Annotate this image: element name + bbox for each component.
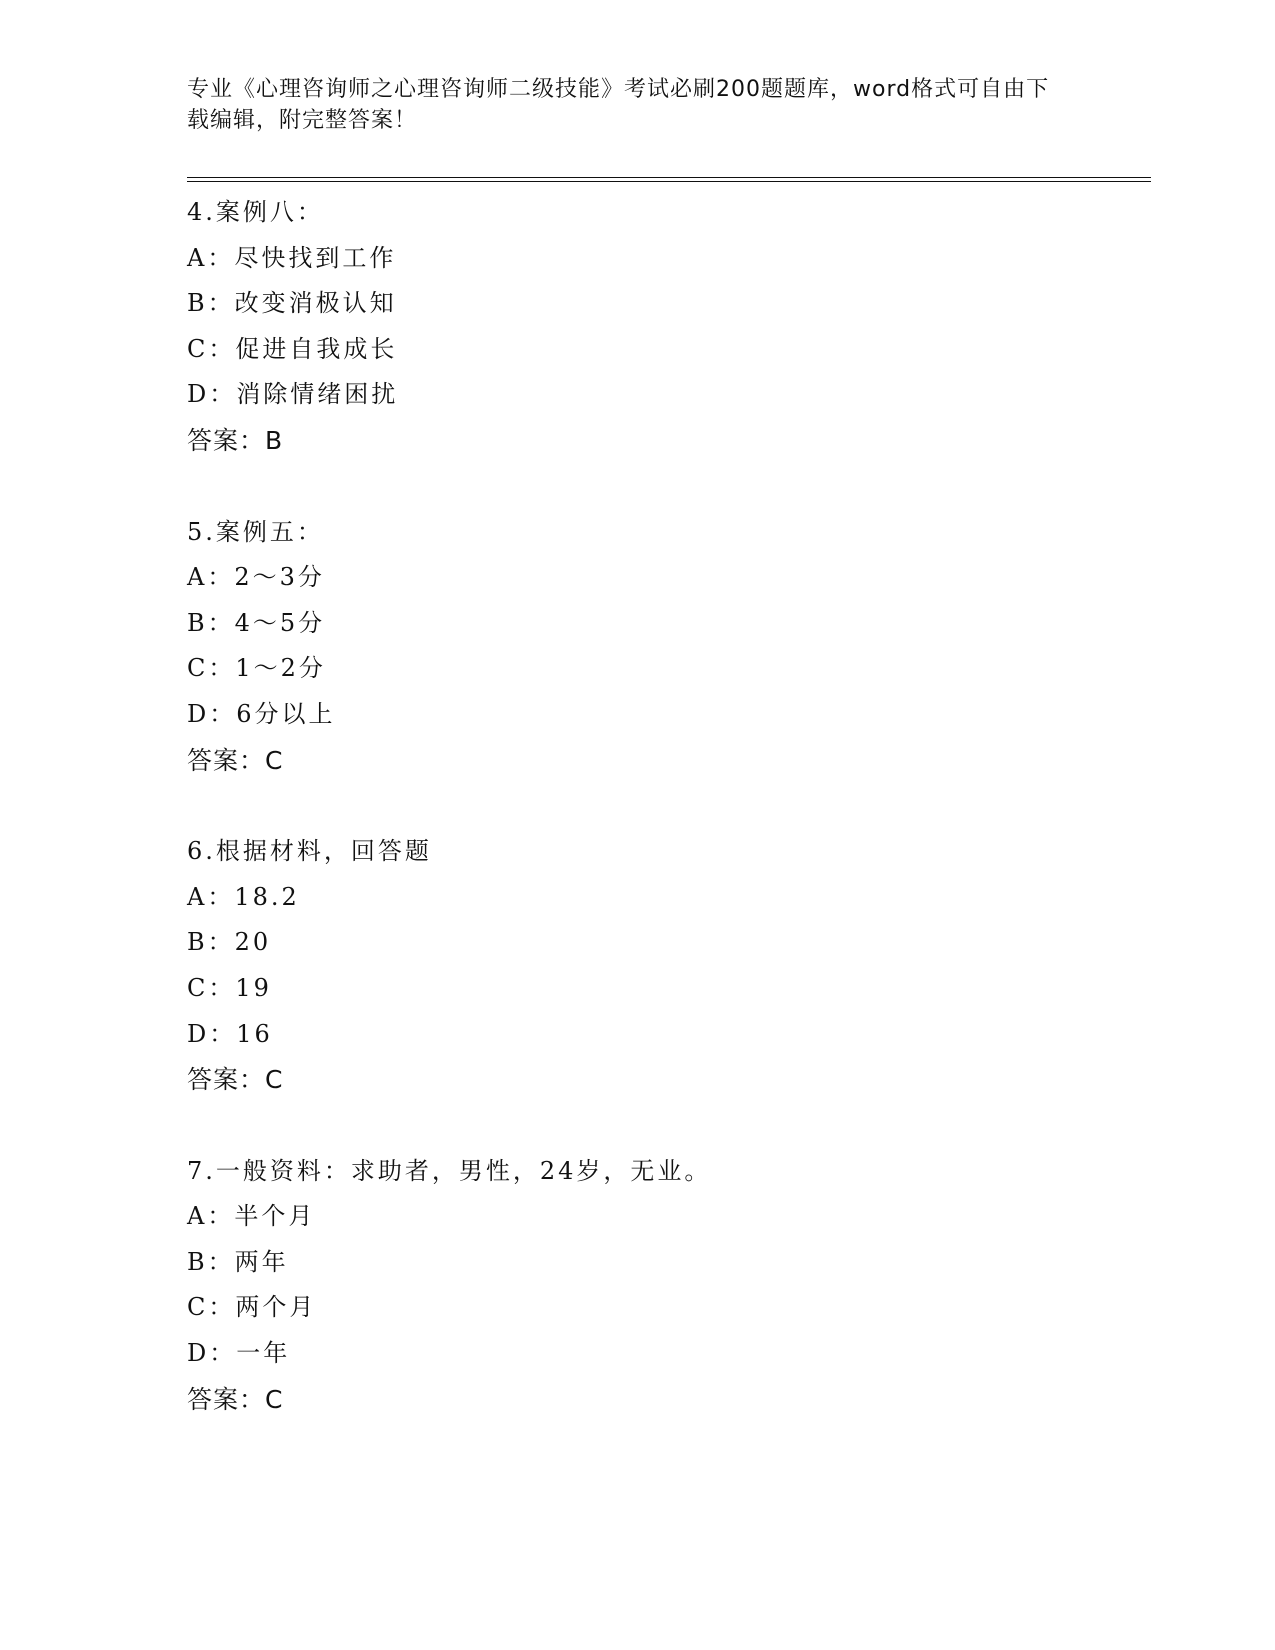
option-b: B：改变消极认知 [187,289,397,318]
question-item [187,510,1087,784]
document-header: 专业《心理咨询师之心理咨询师二级技能》考试必刷200题题库，word格式可自由下载编辑，附完整答案！ [187,77,1050,133]
option-c: C：19 [187,973,272,1002]
option-b: B：4～5分 [187,608,326,637]
option-c: C：两个月 [187,1293,317,1322]
option-a: A：2～3分 [187,563,325,592]
option-a: A：半个月 [187,1202,316,1231]
option-c: C：1～2分 [187,654,326,683]
answer-line: 答案：C [187,745,284,775]
header-rule-bottom [187,181,1151,182]
option-d: D：6分以上 [187,699,336,728]
question-stem: 4.案例八： [187,198,324,226]
question-stem: 5.案例五： [187,517,324,546]
option-d: D：消除情绪困扰 [187,380,399,409]
question-list [187,190,1087,1468]
option-d: D：一年 [187,1339,291,1368]
header-rule-top [187,177,1151,178]
answer-line: 答案：C [187,1065,284,1095]
question-item [187,829,1087,1103]
answer-line: 答案：C [187,1384,284,1414]
question-stem: 6.根据材料，回答题 [187,837,432,866]
option-c: C：促进自我成长 [187,334,398,363]
option-a: A：尽快找到工作 [187,243,397,272]
question-stem: 7.一般资料：求助者，男性，24岁，无业。 [187,1156,712,1185]
question-item [187,1149,1087,1423]
option-d: D：16 [187,1019,273,1048]
option-a: A：18.2 [187,882,300,911]
question-item [187,190,1087,464]
option-b: B：20 [187,928,272,957]
option-b: B：两年 [187,1247,289,1276]
answer-line: 答案：B [187,425,284,455]
